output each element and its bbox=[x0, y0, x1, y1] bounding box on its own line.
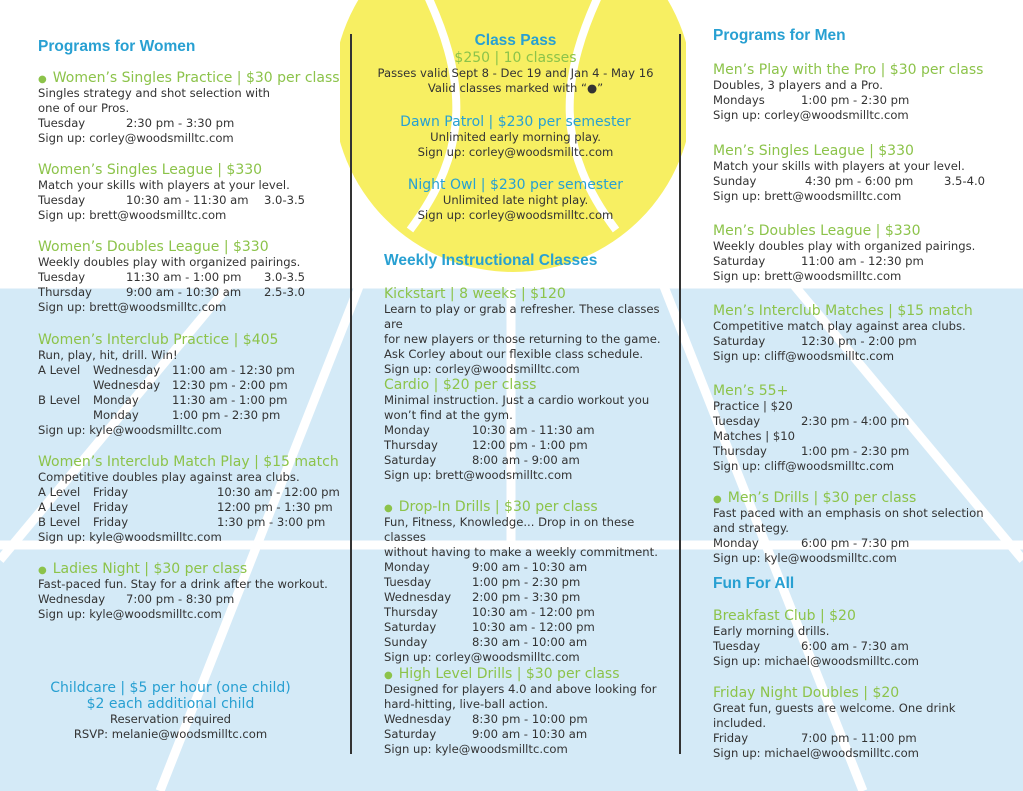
schedule-row: Tuesday 2:30 pm - 3:30 pm bbox=[38, 116, 235, 130]
class-pass-note: Passes valid Sept 8 - Dec 19 and Jan 4 - May 16 bbox=[377, 66, 654, 80]
signup-email: Sign up: kyle@woodsmilltc.com bbox=[38, 607, 222, 621]
schedule-row: Monday 9:00 am - 10:30 am bbox=[384, 560, 588, 574]
signup-email: Sign up: michael@woodsmilltc.com bbox=[713, 746, 919, 760]
schedule-row: Tuesday 2:30 pm - 4:00 pm bbox=[713, 414, 910, 428]
class-pass bbox=[358, 32, 673, 96]
program-desc: Competitive match play against area clubs. bbox=[713, 319, 966, 333]
schedule-row: Wednesday 8:30 pm - 10:00 pm bbox=[384, 712, 588, 726]
program-desc: for new players or those returning to the game. bbox=[384, 332, 661, 346]
schedule-row: Tuesday 6:00 am - 7:30 am bbox=[713, 639, 909, 653]
schedule-row: B Level Friday 1:30 pm - 3:00 pm bbox=[38, 515, 326, 529]
schedule-row: Sunday 4:30 pm - 6:00 pm 3.5-4.0 bbox=[713, 174, 986, 188]
program-desc: Weekly doubles play with organized pairings. bbox=[38, 255, 301, 269]
signup-email: Sign up: brett@woodsmilltc.com bbox=[713, 189, 902, 203]
program-desc: Fun, Fitness, Knowledge... Drop in on these classes bbox=[384, 515, 635, 544]
program-desc: Match your skills with players at your level. bbox=[38, 178, 290, 192]
weekly-heading: Weekly Instructional Classes bbox=[384, 252, 598, 269]
bullet-icon: ● bbox=[38, 74, 47, 85]
high-level-drills bbox=[384, 666, 657, 757]
program-title: Friday Night Doubles | $20 bbox=[713, 685, 900, 701]
class-pass-price: $250 | 10 classes bbox=[454, 50, 577, 66]
dawn-patrol bbox=[358, 114, 673, 160]
program-title: Ladies Night | $30 per class bbox=[52, 561, 248, 577]
program-title: Men’s 55+ bbox=[713, 383, 789, 399]
program-title: Night Owl | $230 per semester bbox=[407, 177, 624, 193]
program-title: Women’s Doubles League | $330 bbox=[38, 239, 269, 255]
program-title: High Level Drills | $30 per class bbox=[398, 666, 620, 682]
womens-interclub-practice bbox=[38, 332, 295, 438]
program-desc: Ask Corley about our flexible class schedule. bbox=[384, 347, 644, 361]
schedule-row: Sunday 8:30 am - 10:00 am bbox=[384, 635, 588, 649]
schedule-row: Saturday 12:30 pm - 2:00 pm bbox=[713, 334, 917, 348]
program-desc: Doubles, 3 players and a Pro. bbox=[713, 78, 883, 92]
schedule-row: Tuesday 11:30 am - 1:00 pm 3.0-3.5 bbox=[38, 270, 306, 284]
program-desc: won’t find at the gym. bbox=[384, 408, 513, 422]
mens-55-plus bbox=[713, 383, 909, 474]
program-title: Breakfast Club | $20 bbox=[713, 608, 856, 624]
program-desc: and strategy. bbox=[713, 521, 789, 535]
schedule-row: Tuesday 1:00 pm - 2:30 pm bbox=[384, 575, 581, 589]
schedule-row: Monday 10:30 am - 11:30 am bbox=[384, 423, 595, 437]
class-pass-note: Valid classes marked with “●” bbox=[427, 81, 604, 95]
schedule-row: B Level Monday 11:30 am - 1:00 pm bbox=[38, 393, 288, 407]
schedule-row: Wednesday 2:00 pm - 3:30 pm bbox=[384, 590, 581, 604]
womens-interclub-match bbox=[38, 454, 340, 545]
program-title: Men’s Interclub Matches | $15 match bbox=[713, 303, 973, 319]
signup-email: Sign up: brett@woodsmilltc.com bbox=[38, 300, 227, 314]
kickstart bbox=[384, 286, 673, 377]
schedule-row: Monday 6:00 pm - 7:30 pm bbox=[713, 536, 910, 550]
program-title: Men’s Play with the Pro | $30 per class bbox=[713, 62, 984, 78]
childcare-title: Childcare | $5 per hour (one child) bbox=[50, 680, 291, 696]
schedule-row: Thursday 9:00 am - 10:30 am 2.5-3.0 bbox=[38, 285, 306, 299]
program-title: Men’s Singles League | $330 bbox=[713, 143, 914, 159]
program-title: Kickstart | 8 weeks | $120 bbox=[384, 286, 566, 302]
signup-email: Sign up: corley@woodsmilltc.com bbox=[417, 145, 614, 159]
mens-play-with-pro bbox=[713, 62, 983, 123]
program-title: Men’s Doubles League | $330 bbox=[713, 223, 921, 239]
drop-in-drills bbox=[384, 499, 673, 665]
schedule-row: Saturday 10:30 am - 12:00 pm bbox=[384, 620, 595, 634]
signup-email: Sign up: michael@woodsmilltc.com bbox=[713, 654, 919, 668]
program-desc: included. bbox=[713, 716, 767, 730]
signup-email: Sign up: kyle@woodsmilltc.com bbox=[38, 530, 222, 544]
signup-email: Sign up: corley@woodsmilltc.com bbox=[38, 131, 234, 145]
signup-email: Sign up: corley@woodsmilltc.com bbox=[417, 208, 614, 222]
signup-email: Sign up: brett@woodsmilltc.com bbox=[38, 208, 227, 222]
program-desc: Minimal instruction. Just a cardio workout you bbox=[384, 393, 650, 407]
breakfast-club bbox=[713, 608, 919, 669]
mens-doubles-league bbox=[713, 223, 975, 284]
program-title: Women’s Interclub Match Play | $15 match bbox=[38, 454, 339, 470]
signup-email: Sign up: kyle@woodsmilltc.com bbox=[384, 742, 568, 756]
schedule-row: Wednesday 7:00 pm - 8:30 pm bbox=[38, 592, 235, 606]
program-desc: one of our Pros. bbox=[38, 101, 130, 115]
signup-email: Sign up: corley@woodsmilltc.com bbox=[713, 108, 909, 122]
program-desc: hard-hitting, live-ball action. bbox=[384, 697, 549, 711]
program-title: Women’s Singles League | $330 bbox=[38, 162, 263, 178]
childcare bbox=[38, 680, 303, 742]
signup-email: Sign up: corley@woodsmilltc.com bbox=[384, 650, 580, 664]
men-heading: Programs for Men bbox=[713, 27, 846, 44]
program-desc: Early morning drills. bbox=[713, 624, 830, 638]
schedule-row: Saturday 9:00 am - 10:30 am bbox=[384, 727, 588, 741]
bullet-icon: ● bbox=[384, 503, 393, 514]
schedule-row: Thursday 12:00 pm - 1:00 pm bbox=[384, 438, 588, 452]
program-title: Men’s Drills | $30 per class bbox=[727, 490, 917, 506]
fun-heading: Fun For All bbox=[713, 575, 795, 592]
schedule-row: Saturday 8:00 am - 9:00 am bbox=[384, 453, 580, 467]
program-desc: Unlimited early morning play. bbox=[430, 130, 601, 144]
program-desc: Designed for players 4.0 and above looking for bbox=[384, 682, 657, 696]
signup-email: Sign up: cliff@woodsmilltc.com bbox=[713, 349, 895, 363]
schedule-row: Saturday 11:00 am - 12:30 pm bbox=[713, 254, 924, 268]
bullet-icon: ● bbox=[38, 565, 47, 576]
program-desc: without having to make a weekly commitment. bbox=[384, 545, 658, 559]
class-pass-title: Class Pass bbox=[474, 32, 557, 49]
womens-singles-practice bbox=[38, 70, 340, 146]
matches-label: Matches | $10 bbox=[713, 429, 795, 443]
schedule-row: Mondays 1:00 pm - 2:30 pm bbox=[713, 93, 910, 107]
bullet-icon: ● bbox=[384, 670, 393, 681]
signup-email: Sign up: brett@woodsmilltc.com bbox=[713, 269, 902, 283]
signup-email: Sign up: kyle@woodsmilltc.com bbox=[38, 423, 222, 437]
signup-email: Sign up: kyle@woodsmilltc.com bbox=[713, 551, 897, 565]
signup-email: Sign up: corley@woodsmilltc.com bbox=[384, 362, 580, 376]
program-desc: Weekly doubles play with organized pairings. bbox=[713, 239, 976, 253]
program-title: Drop-In Drills | $30 per class bbox=[398, 499, 598, 515]
program-desc: Match your skills with players at your level. bbox=[713, 159, 965, 173]
friday-night-doubles bbox=[713, 685, 956, 761]
schedule-row: A Level Friday 10:30 am - 12:00 pm bbox=[38, 485, 340, 499]
program-desc: Learn to play or grab a refresher. These classes are bbox=[384, 302, 660, 331]
program-title: Cardio | $20 per class bbox=[384, 377, 537, 393]
divider-left bbox=[350, 34, 352, 754]
program-title: Women’s Singles Practice | $30 per class bbox=[52, 70, 340, 86]
womens-singles-league bbox=[38, 162, 305, 223]
divider-right bbox=[679, 34, 681, 754]
schedule-row: Thursday 10:30 am - 12:00 pm bbox=[384, 605, 595, 619]
schedule-row: Wednesday 12:30 pm - 2:00 pm bbox=[93, 378, 288, 392]
schedule-row: A Level Wednesday 11:00 am - 12:30 pm bbox=[38, 363, 295, 377]
schedule-row: A Level Friday 12:00 pm - 1:30 pm bbox=[38, 500, 333, 514]
childcare-subtitle: $2 each additional child bbox=[86, 696, 255, 712]
schedule-row: Tuesday 10:30 am - 11:30 am 3.0-3.5 bbox=[38, 193, 306, 207]
program-title: Dawn Patrol | $230 per semester bbox=[400, 114, 631, 130]
schedule-row: Monday 1:00 pm - 2:30 pm bbox=[93, 408, 281, 422]
program-desc: Great fun, guests are welcome. One drink bbox=[713, 701, 956, 715]
night-owl bbox=[358, 177, 673, 223]
schedule-row: Thursday 1:00 pm - 2:30 pm bbox=[713, 444, 910, 458]
mens-singles-league bbox=[713, 143, 985, 204]
mens-drills bbox=[713, 490, 984, 566]
ladies-night bbox=[38, 561, 328, 622]
program-desc: Run, play, hit, drill. Win! bbox=[38, 348, 178, 362]
program-desc: Fast-paced fun. Stay for a drink after the workout. bbox=[38, 577, 328, 591]
signup-email: Sign up: cliff@woodsmilltc.com bbox=[713, 459, 895, 473]
childcare-note: Reservation required bbox=[109, 712, 232, 726]
program-desc: Competitive doubles play against area clubs. bbox=[38, 470, 300, 484]
bullet-icon: ● bbox=[713, 494, 722, 505]
mens-interclub bbox=[713, 303, 973, 364]
women-heading: Programs for Women bbox=[38, 38, 196, 55]
schedule-row: Friday 7:00 pm - 11:00 pm bbox=[713, 731, 917, 745]
program-desc: Unlimited late night play. bbox=[442, 193, 589, 207]
womens-doubles-league bbox=[38, 239, 305, 315]
practice-label: Practice | $20 bbox=[713, 399, 793, 413]
program-desc: Fast paced with an emphasis on shot selection bbox=[713, 506, 984, 520]
program-title: Women’s Interclub Practice | $405 bbox=[38, 332, 279, 348]
program-desc: Singles strategy and shot selection with bbox=[38, 86, 271, 100]
cardio bbox=[384, 377, 649, 483]
childcare-rsvp: RSVP: melanie@woodsmilltc.com bbox=[73, 727, 268, 741]
signup-email: Sign up: brett@woodsmilltc.com bbox=[384, 468, 573, 482]
